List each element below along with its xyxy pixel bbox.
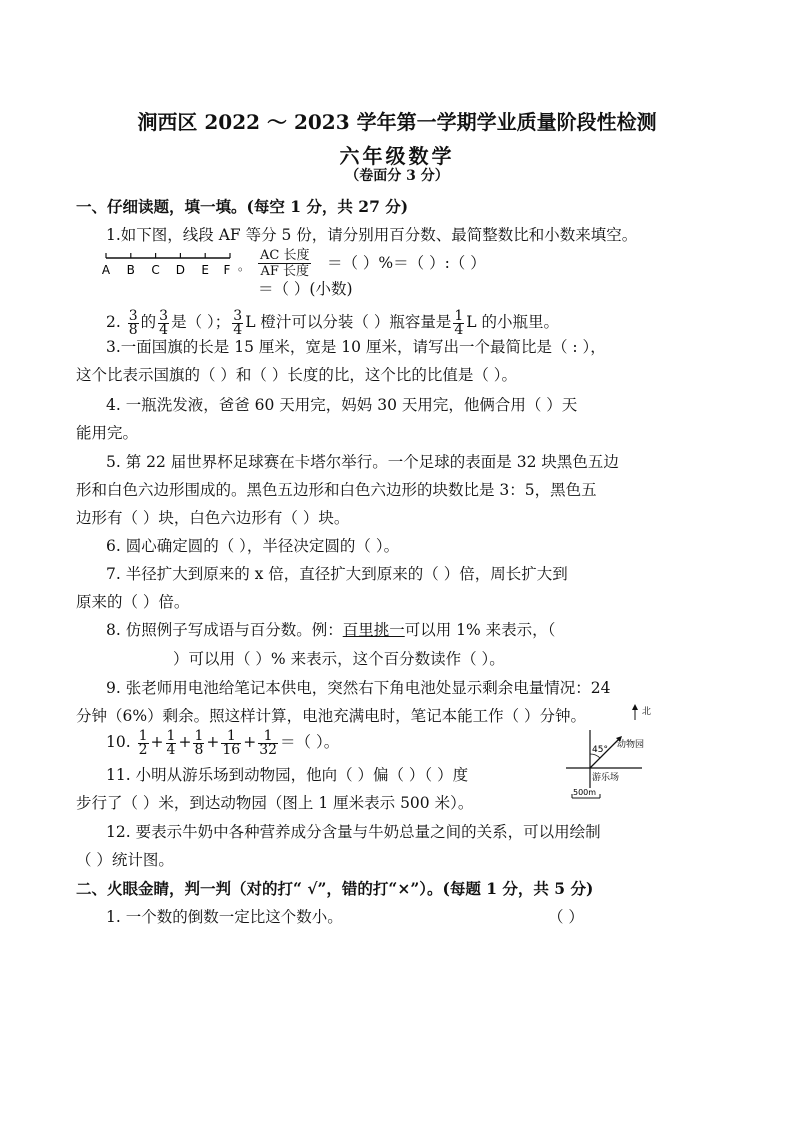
q8-prefix: 8. 仿照例子写成语与百分数。例： bbox=[106, 621, 343, 639]
point-f: F bbox=[223, 263, 231, 277]
q2-de: 的 bbox=[140, 313, 157, 331]
numerator: 1 bbox=[258, 730, 278, 744]
point-d: D bbox=[175, 263, 186, 277]
q5-line-a: 5. 第 22 届世界杯足球赛在卡塔尔举行。一个足球的表面是 32 块黑色五边 bbox=[106, 453, 619, 471]
zoo-label: 动物园 bbox=[617, 740, 645, 750]
denominator: 4 bbox=[166, 741, 176, 758]
q2-mid: 是（ ）； bbox=[171, 313, 231, 331]
denominator: 8 bbox=[194, 741, 204, 758]
q9-line-a: 9. 张老师用电池给笔记本供电，突然右下角电池处显示剩余电量情况：24 bbox=[106, 679, 611, 697]
denominator: 8 bbox=[128, 321, 138, 338]
q1-text: 1.如下图，线段 AF 等分 5 份，请分别用百分数、最简整数比和小数来填空。 bbox=[106, 226, 638, 244]
denominator: 4 bbox=[233, 321, 243, 338]
exam-title: 涧西区 2022 ～ 2023 学年第一学期学业质量阶段性检测 bbox=[137, 110, 657, 134]
numerator: 1 bbox=[454, 307, 464, 324]
fraction-1-32 bbox=[258, 727, 278, 758]
map-diagram bbox=[560, 700, 660, 805]
q8-post: 可以用 1% 来表示，（ bbox=[404, 621, 556, 639]
north-label: 北 bbox=[642, 707, 652, 717]
exam-subtitle: 六年级数学 bbox=[339, 144, 455, 168]
degree-mark: 。 bbox=[238, 259, 250, 273]
q8-line-a bbox=[106, 620, 555, 640]
q12-line-a: 12. 要表示牛奶中各种营养成分含量与牛奶总量之间的关系，可以用绘制 bbox=[106, 823, 601, 841]
numerator: 1 bbox=[221, 730, 241, 744]
q7-line-b: 原来的（ ）倍。 bbox=[76, 593, 190, 611]
plus-sign: + bbox=[178, 733, 192, 751]
q10-end: ＝（ ）。 bbox=[280, 733, 340, 751]
numerator: 1 bbox=[166, 727, 176, 744]
denominator: 32 bbox=[259, 741, 278, 758]
fraction-1-2 bbox=[138, 727, 149, 758]
q4-line-a: 4. 一瓶洗发液，爸爸 60 天用完，妈妈 30 天用完，他俩合用（ ）天 bbox=[106, 396, 578, 414]
q5-line-b: 形和白色六边形围成的。黑色五边形和白色六边形的块数比是 3：5，黑色五 bbox=[76, 481, 597, 499]
q4-line-b: 能用完。 bbox=[76, 424, 139, 442]
point-a: A bbox=[101, 263, 111, 277]
ac-af-fraction bbox=[258, 248, 311, 279]
plus-sign: + bbox=[150, 733, 164, 751]
s2-q1-text: 1. 一个数的倒数一定比这个数小。 bbox=[106, 908, 343, 926]
numerator: 3 bbox=[128, 307, 138, 324]
north-arrow-icon bbox=[632, 704, 638, 710]
numerator: 3 bbox=[233, 307, 243, 324]
q8-line-b: ）可以用（ ）% 来表示，这个百分数读作（ ）。 bbox=[173, 650, 505, 668]
fraction-3-8 bbox=[128, 307, 139, 338]
q9-line-b: 分钟（6%）剩余。照这样计算，电池充满电时，笔记本能工作（ ）分钟。 bbox=[76, 707, 587, 725]
numerator: 3 bbox=[159, 307, 169, 324]
q11-line-b: 步行了（ ）米，到达动物园（图上 1 厘米表示 500 米）。 bbox=[76, 794, 474, 812]
fraction-3-4 bbox=[158, 307, 169, 338]
q7-line-a: 7. 半径扩大到原来的 x 倍，直径扩大到原来的（ ）倍，周长扩大到 bbox=[106, 565, 568, 583]
point-e: E bbox=[201, 263, 209, 277]
segment-diagram bbox=[100, 250, 250, 280]
denominator: 2 bbox=[138, 741, 148, 758]
section2-heading: 二、火眼金睛，判一判（对的打“ √”，错的打“×”）。(每题 1 分，共 5 分) bbox=[76, 879, 594, 898]
numerator: 1 bbox=[194, 727, 204, 744]
fraction-denominator: AF 长度 bbox=[260, 264, 309, 279]
fraction-3-4-b bbox=[232, 307, 243, 338]
point-b: B bbox=[126, 263, 135, 277]
section1-heading: 一、仔细读题，填一填。(每空 1 分，共 27 分) bbox=[76, 197, 409, 216]
q3-line-b: 这个比表示国旗的（ ）和（ ）长度的比，这个比的比值是（ ）。 bbox=[76, 366, 518, 384]
denominator: 4 bbox=[159, 321, 169, 338]
q1-answer-line-a: ＝（ ）%＝（ ）:（ ） bbox=[327, 254, 486, 272]
s2-q1-answer-paren: （ ） bbox=[548, 908, 584, 926]
numerator: 1 bbox=[138, 727, 148, 744]
q2-line bbox=[106, 308, 559, 337]
q1-answer-line-b: ＝（ ）(小数) bbox=[258, 280, 353, 298]
q12-line-b: （ ）统计图。 bbox=[76, 851, 174, 869]
plus-sign: + bbox=[206, 733, 220, 751]
q10-line bbox=[106, 727, 339, 757]
q5-line-c: 边形有（ ）块，白色六边形有（ ）块。 bbox=[76, 509, 350, 527]
denominator: 4 bbox=[454, 321, 464, 338]
fraction-1-4 bbox=[453, 307, 464, 338]
exam-note: （卷面分 3 分） bbox=[345, 168, 449, 184]
q6-line: 6. 圆心确定圆的（ ），半径决定圆的（ ）。 bbox=[106, 537, 400, 555]
q8-example-idiom: 百里挑一 bbox=[342, 621, 405, 639]
point-c: C bbox=[151, 263, 160, 277]
q10-prefix: 10. bbox=[106, 733, 131, 751]
scale-label: 500m bbox=[573, 788, 597, 797]
plus-sign: + bbox=[243, 733, 257, 751]
q2-end: L 的小瓶里。 bbox=[466, 313, 560, 331]
park-label: 游乐场 bbox=[592, 773, 620, 783]
q2-mid2: L 橙汁可以分装（ ）瓶容量是 bbox=[245, 313, 452, 331]
fraction-1-16 bbox=[221, 727, 241, 758]
q3-line-a: 3.一面国旗的长是 15 厘米，宽是 10 厘米，请写出一个最简比是（ : ）， bbox=[106, 338, 606, 356]
fraction-numerator: AC 长度 bbox=[260, 248, 310, 263]
q11-line-a: 11. 小明从游乐场到动物园，他向（ ）偏（ ）（ ）度 bbox=[106, 766, 469, 784]
denominator: 16 bbox=[222, 741, 241, 758]
angle-label: 45° bbox=[592, 745, 608, 755]
q2-prefix: 2. bbox=[106, 313, 121, 331]
fraction-1-4 bbox=[166, 727, 177, 758]
fraction-1-8 bbox=[193, 727, 204, 758]
